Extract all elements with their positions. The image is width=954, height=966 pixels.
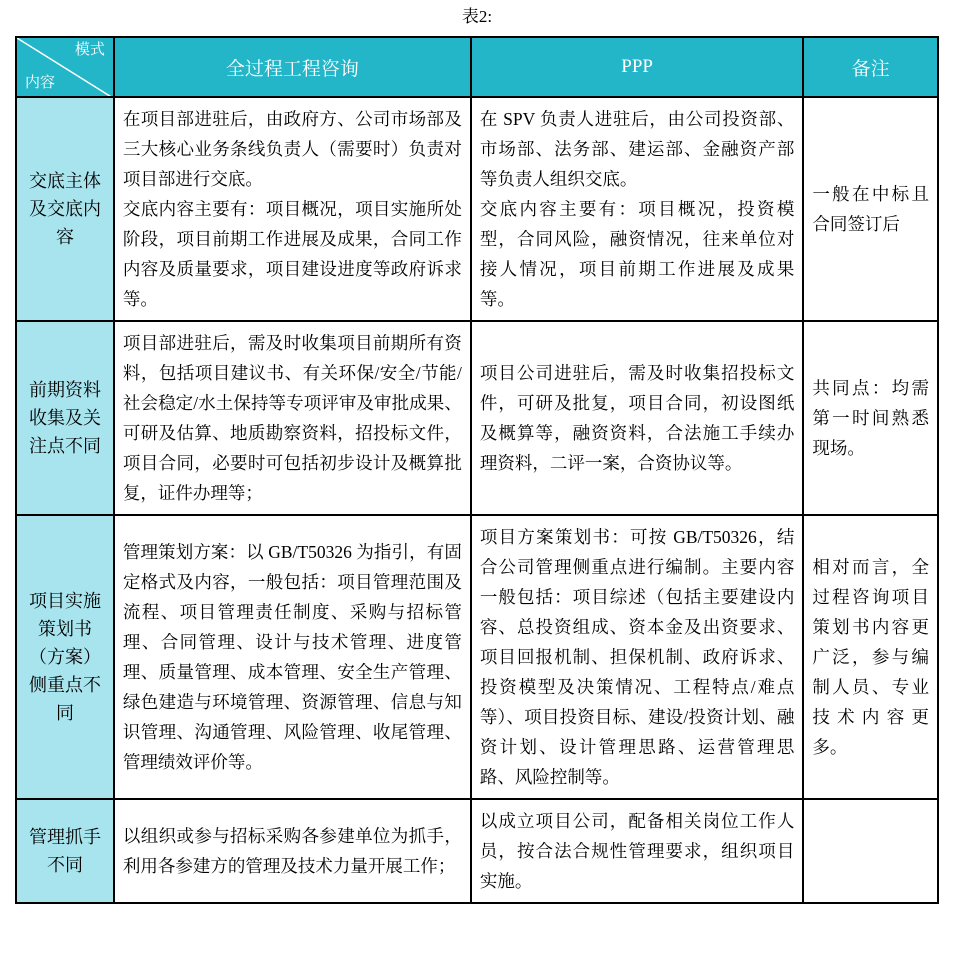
table-caption: 表2: [461, 7, 493, 26]
cell-full-process [114, 321, 471, 515]
cell-remarks [803, 321, 938, 515]
column-header-remarks: 备注 [803, 37, 938, 97]
column-header-ppp: PPP [471, 37, 803, 97]
header-row [16, 37, 938, 97]
cell-ppp [471, 515, 803, 799]
table-row [16, 515, 938, 799]
cell-ppp [471, 97, 803, 321]
cell-paragraph: 在 SPV 负责人进驻后，由公司投资部、市场部、法务部、建运部、金融资产部等负责人组织交底。 [479, 109, 795, 189]
row-header: 交底主体及交底内容 [16, 97, 114, 321]
table-header [16, 37, 938, 97]
column-header-full-process: 全过程工程咨询 [114, 37, 471, 97]
cell-paragraph: 以组织或参与招标采购各参建单位为抓手，利用各参建方的管理及技术力量开展工作； [122, 826, 462, 876]
table-corner-header [16, 37, 114, 97]
table-row [16, 799, 938, 903]
cell-paragraph: 相对而言，全过程咨询项目策划书内容更广泛，参与编制人员、专业技术内容更多。 [812, 557, 929, 757]
cell-paragraph: 以成立项目公司，配备相关岗位工作人员，按合法合规性管理要求，组织项目实施。 [479, 811, 795, 891]
cell-paragraph: 项目公司进驻后，需及时收集招投标文件，可研及批复，项目合同，初设图纸及概算等，融资资料，合法施工手续办理资料，二评一案，合资协议等。 [479, 363, 795, 473]
corner-label-content: 内容 [25, 75, 56, 91]
table-row [16, 321, 938, 515]
cell-full-process [114, 799, 471, 903]
cell-full-process [114, 97, 471, 321]
cell-paragraph: 项目方案策划书：可按 GB/T50326，结合公司管理侧重点进行编制。主要内容一般包括：项目综述（包括主要建设内容、总投资组成、资本金及出资要求、项目回报机制、担保机制、政府诉求、投资模型及决策情况、工程特点/难点等）、项目投资目标、建设/投资计划、融资计划、设计管理思路、运营管理思路、风险控制等。 [479, 527, 795, 787]
cell-remarks [803, 97, 938, 321]
row-header: 项目实施策划书（方案）侧重点不同 [16, 515, 114, 799]
cell-paragraph: 共同点：均需第一时间熟悉现场。 [812, 378, 929, 458]
cell-paragraph: 交底内容主要有：项目概况，投资模型，合同风险，融资情况，往来单位对接人情况，项目前期工作进展及成果等。 [479, 199, 795, 309]
cell-paragraph: 管理策划方案：以 GB/T50326 为指引，有固定格式及内容，一般包括：项目管理范围及流程、项目管理责任制度、采购与招标管理、合同管理、设计与技术管理、进度管理、质量管理、成本管理、安全生产管理、绿色建造与环境管理、资源管理、信息与知识管理、沟通管理、风险管理、收尾管理、管理绩效评价等。 [122, 542, 462, 772]
row-header: 管理抓手不同 [16, 799, 114, 903]
cell-paragraph: 一般在中标且合同签订后 [812, 184, 929, 234]
table-body [16, 97, 938, 903]
comparison-table [15, 36, 939, 904]
cell-full-process [114, 515, 471, 799]
table-row [16, 97, 938, 321]
cell-remarks [803, 515, 938, 799]
cell-paragraph: 项目部进驻后，需及时收集项目前期所有资料，包括项目建议书、有关环保/安全/节能/社会稳定/水土保持等专项评审及审批成果、可研及估算、地质勘察资料，招投标文件，项目合同，必要时可包括初步设计及概算批复，证件办理等； [122, 333, 462, 503]
cell-paragraph: 交底内容主要有：项目概况，项目实施所处阶段，项目前期工作进展及成果，合同工作内容及质量要求，项目建设进度等政府诉求等。 [122, 199, 462, 309]
cell-paragraph: 在项目部进驻后，由政府方、公司市场部及三大核心业务条线负责人（需要时）负责对项目部进行交底。 [122, 109, 462, 189]
corner-label-mode: 模式 [74, 42, 105, 58]
cell-ppp [471, 321, 803, 515]
row-header: 前期资料收集及关注点不同 [16, 321, 114, 515]
cell-ppp [471, 799, 803, 903]
cell-remarks [803, 799, 938, 903]
